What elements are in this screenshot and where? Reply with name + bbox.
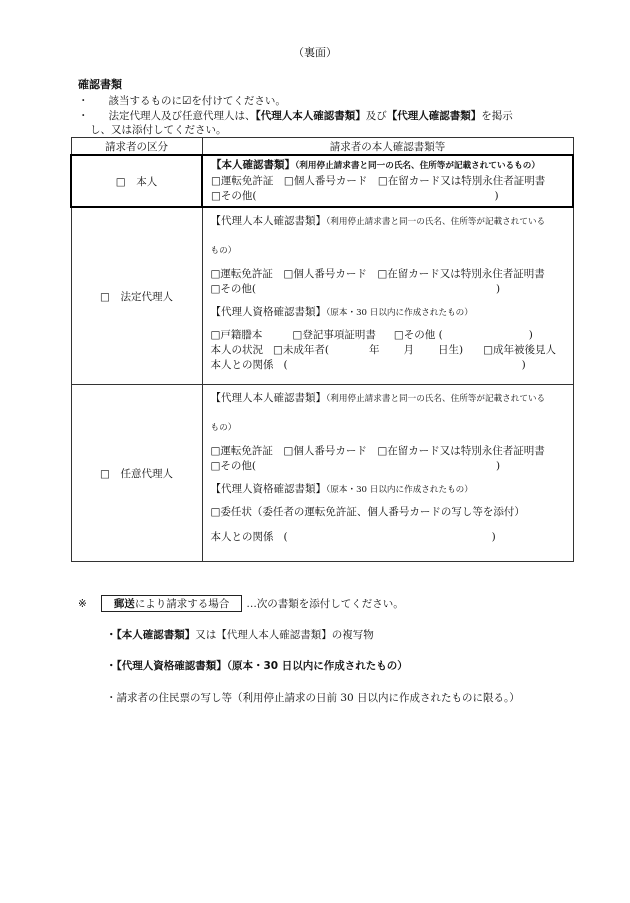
header-documents: 請求者の本人確認書類等 <box>202 138 573 156</box>
doc-title-note: （利用停止請求書と同一の氏名、住所等が記載されている <box>326 394 546 404</box>
note-bold-term: 【代理人確認書類】 <box>386 110 482 122</box>
houtei-checkbox[interactable]: □ 法定代理人 <box>71 207 202 385</box>
instruction-note-1 <box>78 93 286 108</box>
id-options[interactable]: □運転免許証 □個人番号カード □在留カード又は特別永住者証明書 <box>211 175 546 187</box>
mail-request-box: 郵送により請求する場合 <box>101 595 243 612</box>
doc-title-note: （利用停止請求書と同一の氏名、住所等が記載されているもの） <box>295 161 540 171</box>
qual-title: 【代理人資格確認書類】 <box>210 306 326 318</box>
id-options[interactable]: □運転免許証 □個人番号カード □在留カード又は特別永住者証明書 <box>210 268 545 280</box>
other-option[interactable]: □その他( <box>211 190 257 202</box>
attachment-item-3: ・請求者の住民票の写し等（利用停止請求の日前 30 日以内に作成されたものに限る。） <box>106 692 520 704</box>
note-bold-term: 【代理人本人確認書類】 <box>255 110 366 122</box>
minor-option[interactable]: □未成年者( <box>273 344 330 356</box>
other-option[interactable]: □その他( <box>210 460 257 472</box>
relation-label: 本人との関係 <box>210 359 274 371</box>
remark-text: …次の書類を添付してください。 <box>246 598 404 610</box>
mail-remark <box>78 595 404 612</box>
doc-title-note-cont: もの） <box>210 246 237 256</box>
instruction-note-2-cont: し、又は添付してください。 <box>90 124 227 136</box>
header-requester-type: 請求者の区分 <box>71 138 202 156</box>
doc-title-note: （利用停止請求書と同一の氏名、住所等が記載されている <box>326 217 546 227</box>
note-text: 及び <box>365 110 387 122</box>
note-text: 法定代理人及び任意代理人は、 <box>108 110 256 122</box>
status-label: 本人の状況 <box>210 344 263 356</box>
note-text: 該当するものに <box>108 95 182 107</box>
doc-title: 【代理人本人確認書類】 <box>210 392 326 404</box>
power-of-attorney-option[interactable]: □委任状（委任者の運転免許証、個人番号カードの写し等を添付） <box>210 506 525 518</box>
houtei-documents: 【代理人本人確認書類】（利用停止請求書と同一の氏名、住所等が記載されている もの） □運転免許証 □個人番号カード □在留カード又は特別永住者証明書 □その他( ) 【代理人資格確認書類】（原本・30 日以内に作成されたもの） □戸籍謄本 □登記事項証明書 □その他 ( ) 本人の状況 □未成年者( 年 月 日生) □成年被後見人 本人との関係 ( ) <box>202 207 573 385</box>
section-heading: 確認書類 <box>78 78 122 91</box>
instruction-note-2 <box>78 108 513 123</box>
checkmark-icon: ☑ <box>182 95 192 107</box>
registry-option[interactable]: □登記事項証明書 <box>292 329 376 341</box>
honnin-documents: 【本人確認書類】（利用停止請求書と同一の氏名、住所等が記載されているもの） □運転免許証 □個人番号カード □在留カード又は特別永住者証明書 □その他( ) <box>202 155 573 207</box>
other-option[interactable]: □その他( <box>210 283 257 295</box>
qual-note: （原本・30 日以内に作成されたもの） <box>326 485 473 495</box>
doc-title-note-cont: もの） <box>210 423 237 433</box>
note-text: を付けてください。 <box>191 95 286 107</box>
row-nini <box>71 385 573 562</box>
remark-mark: ※ <box>78 598 87 610</box>
row-houtei <box>71 207 573 385</box>
note-bullet: ・ <box>78 95 89 107</box>
attachment-item-2: ・【代理人資格確認書類】（原本・30 日以内に作成されたもの） <box>106 660 408 672</box>
doc-title: 【本人確認書類】 <box>211 159 295 171</box>
nini-checkbox[interactable]: □ 任意代理人 <box>71 385 202 562</box>
other-option[interactable]: □その他 ( <box>393 329 443 341</box>
doc-title: 【代理人本人確認書類】 <box>210 215 326 227</box>
qual-title: 【代理人資格確認書類】 <box>210 483 326 495</box>
honnin-checkbox[interactable]: □ 本人 <box>71 155 202 207</box>
id-options[interactable]: □運転免許証 □個人番号カード □在留カード又は特別永住者証明書 <box>210 445 545 457</box>
koseki-option[interactable]: □戸籍謄本 <box>210 329 263 341</box>
relation-label: 本人との関係 <box>210 531 274 543</box>
row-honnin <box>71 155 573 207</box>
qual-note: （原本・30 日以内に作成されたもの） <box>326 308 473 318</box>
page-title: （裏面） <box>293 46 337 59</box>
note-bullet: ・ <box>78 110 89 122</box>
nini-documents: 【代理人本人確認書類】（利用停止請求書と同一の氏名、住所等が記載されている もの） □運転免許証 □個人番号カード □在留カード又は特別永住者証明書 □その他( ) 【代理人資格確認書類】（原本・30 日以内に作成されたもの） □委任状（委任者の運転免許証、個人番号カードの写し等を添付） 本人との関係 ( ) <box>202 385 573 562</box>
note-text: を掲示 <box>481 110 513 122</box>
confirmation-documents-table <box>70 137 574 562</box>
attachment-item-1: ・【本人確認書類】又は【代理人本人確認書類】の複写物 <box>106 629 374 641</box>
ward-option[interactable]: □成年被後見人 <box>483 344 557 356</box>
